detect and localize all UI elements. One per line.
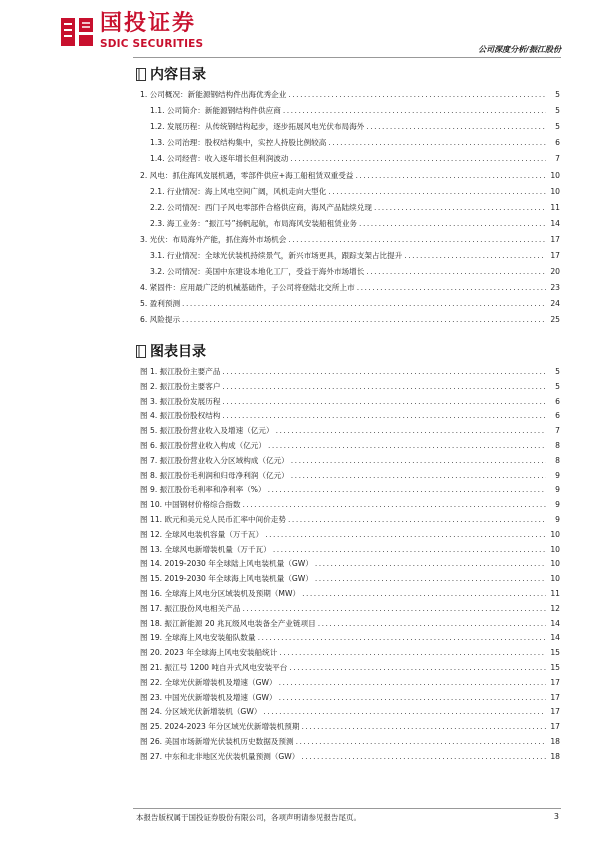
figure-item-leader-dots [265,528,546,541]
figure-item-leader-dots [302,587,546,600]
figure-item-entry [140,617,546,630]
toc-item-leader-dots [288,88,546,101]
toc-item-page-number: 10 [550,170,560,180]
figure-item-page-number: 14 [550,618,560,628]
toc-item-label: 2.3. 海工业务：“振江号”扬帆起航，布局海风安装船租赁业务 [150,218,358,228]
toc-item-label: 6. 风险提示 [140,315,181,325]
toc-item-label: 2. 风电：抓住海风发展机遇，零部件供应+海工船租赁双重受益 [140,170,354,180]
toc-item-row[interactable] [140,281,560,294]
figure-item-page-number: 5 [555,381,560,391]
figure-item-leader-dots [222,395,546,408]
figure-item-row[interactable] [140,454,560,467]
figure-item-label: 图 6. 振江股份营业收入构成（亿元） [140,441,266,450]
figure-item-entry [140,469,546,482]
toc-item-entry [150,249,546,262]
figure-item-page-number: 15 [550,663,560,672]
figure-item-entry [140,587,546,600]
toc-item-label: 1.1. 公司简介：新能源钢结构件供应商 [150,106,281,116]
figure-item-entry [140,720,546,733]
toc-item-entry [150,104,546,117]
toc-item-page-number: 5 [555,122,560,132]
toc-item-label: 1. 公司概况：新能源钢结构件出海优秀企业 [140,90,287,99]
figure-item-entry [140,705,546,718]
figure-item-leader-dots [222,380,546,393]
figure-item-label: 图 24. 分区域光伏新增装机（GW） [140,707,262,717]
figure-item-row[interactable] [140,543,560,556]
header-divider [133,57,561,58]
figure-item-page-number: 14 [550,633,560,643]
figure-item-entry [140,454,546,467]
figure-item-entry [140,483,546,496]
logo-chinese-name: 国投证券 [100,11,197,36]
toc-item-leader-dots [288,233,546,246]
page-number: 3 [553,812,559,821]
figure-item-label: 图 27. 中东和北非地区光伏装机量预测（GW） [140,751,300,761]
figure-item-leader-dots [258,631,546,644]
figure-item-page-number: 10 [550,529,560,539]
toc-item-leader-dots [355,169,546,182]
figure-item-label: 图 1. 振江股份主要产品 [140,367,221,376]
figure-item-row[interactable] [140,439,560,452]
toc-item-entry [150,217,546,230]
toc-item-row[interactable] [150,217,560,230]
toc-item-leader-dots [357,281,546,294]
figure-item-entry [140,424,546,437]
figures-title: 图表目录 [150,344,206,360]
figure-item-page-number: 6 [555,411,560,421]
toc-item-page-number: 10 [550,186,560,196]
toc-item-entry [150,201,546,214]
figure-item-row[interactable] [140,720,560,733]
figure-item-row[interactable] [140,424,560,437]
toc-item-entry [150,152,546,165]
figure-item-leader-dots [263,705,546,718]
figure-item-leader-dots [291,454,546,467]
figure-item-leader-dots [222,365,546,378]
toc-item-entry [140,281,546,294]
figure-item-label: 图 14. 2019-2030 年全球陆上风电装机量（GW） [140,559,313,569]
toc-item-row[interactable] [150,136,560,149]
toc-item-page-number: 20 [550,267,560,277]
figure-item-leader-dots [242,602,546,615]
sdic-logo-icon [58,14,96,50]
figure-item-leader-dots [301,720,546,733]
toc-item-page-number: 23 [550,283,560,293]
toc-item-leader-dots [366,120,546,133]
toc-item-leader-dots [182,313,546,326]
figure-item-page-number: 18 [550,737,560,746]
figure-item-page-number: 18 [550,751,560,761]
figure-item-entry [140,661,546,674]
figure-item-row[interactable] [140,676,560,689]
figure-item-page-number: 10 [550,544,560,554]
figure-item-label: 图 17. 振江股份风电相关产品 [140,603,241,613]
figure-item-leader-dots [242,498,546,511]
toc-item-label: 2.1. 行业情况：海上风电空间广阔，风机走向大型化 [150,186,327,196]
figure-item-page-number: 10 [550,574,560,584]
figure-item-entry [140,602,546,615]
figure-item-page-number: 17 [550,707,560,717]
figure-item-entry [140,543,546,556]
figures-heading-marker-icon [136,345,146,358]
figure-item-label: 图 8. 振江股份毛利润和归母净利润（亿元） [140,470,289,480]
figure-item-label: 图 12. 全球风电装机容量（万千瓦） [140,529,264,539]
figure-item-leader-dots [279,691,546,704]
figure-item-entry [140,557,546,570]
figure-item-leader-dots [301,750,546,763]
figure-item-page-number: 11 [550,589,560,598]
figure-item-page-number: 9 [555,470,560,480]
figure-item-row[interactable] [140,617,560,630]
toc-item-leader-dots [359,217,546,230]
figure-item-page-number: 10 [550,559,560,569]
toc-item-label: 1.4. 公司经营：收入逐年增长但利润波动 [150,154,289,164]
figure-item-label: 图 2. 振江股份主要客户 [140,381,221,391]
toc-item-page-number: 17 [550,251,560,260]
figure-item-leader-dots [268,439,546,452]
figure-item-page-number: 9 [555,500,560,510]
figure-item-leader-dots [318,617,546,630]
toc-item-row[interactable] [150,201,560,214]
figure-item-row[interactable] [140,409,560,422]
toc-item-page-number: 6 [555,138,560,148]
toc-heading-marker-icon [136,68,146,81]
toc-title: 内容目录 [150,67,206,83]
figure-item-entry [140,631,546,644]
toc-item-row[interactable] [140,169,560,182]
figure-item-label: 图 19. 全球海上风电安装船队数量 [140,633,256,643]
figure-item-row[interactable] [140,646,560,659]
toc-item-leader-dots [328,185,546,198]
toc-item-page-number: 7 [555,154,560,164]
figure-item-leader-dots [291,469,546,482]
toc-item-entry [150,265,546,278]
figure-item-entry [140,513,546,526]
figure-item-leader-dots [288,513,546,526]
figure-item-row[interactable] [140,395,560,408]
toc-item-row[interactable] [150,104,560,117]
toc-item-page-number: 17 [550,234,560,244]
figure-item-page-number: 5 [555,367,560,376]
toc-item-page-number: 25 [550,315,560,325]
figure-item-entry [140,380,546,393]
figure-item-label: 图 25. 2024-2023 年分区域光伏新增装机预期 [140,722,300,732]
toc-item-entry [140,169,546,182]
figure-item-label: 图 21. 振江号 1200 吨自升式风电安装平台 [140,663,288,672]
figure-item-label: 图 9. 振江股份毛利率和净利率（%） [140,485,266,495]
figure-item-entry [140,365,546,378]
figure-item-row[interactable] [140,705,560,718]
toc-item-row[interactable] [140,88,560,101]
toc-item-row[interactable] [140,233,560,246]
figure-item-row[interactable] [140,513,560,526]
figure-item-row[interactable] [140,661,560,674]
figure-item-row[interactable] [140,602,560,615]
toc-item-entry [150,120,546,133]
report-type: 公司深度分析/振江股份 [478,45,561,54]
figure-item-label: 图 3. 振江股份发展历程 [140,396,221,406]
figure-item-entry [140,735,546,748]
figure-item-leader-dots [289,661,546,674]
toc-item-leader-dots [404,249,546,262]
figure-item-leader-dots [222,409,546,422]
figure-item-page-number: 7 [555,426,560,436]
figure-item-label: 图 5. 振江股份营业收入及增速（亿元） [140,426,274,436]
figure-item-page-number: 8 [555,441,560,450]
toc-item-row[interactable] [140,313,560,326]
figure-item-row[interactable] [140,498,560,511]
toc-item-entry [140,233,546,246]
toc-item-entry [140,313,546,326]
figure-item-label: 图 15. 2019-2030 年全球海上风电装机量（GW） [140,574,313,584]
toc-item-label: 3. 光伏：布局海外产能，抓住海外市场机会 [140,234,287,244]
figure-item-entry [140,395,546,408]
figure-item-entry [140,572,546,585]
logo-english-name: SDIC SECURITIES [100,38,204,50]
figure-item-row[interactable] [140,528,560,541]
page-header [0,0,595,60]
figure-item-label: 图 4. 振江股份股权结构 [140,411,221,421]
figure-item-row[interactable] [140,380,560,393]
figure-item-entry [140,439,546,452]
figure-item-leader-dots [296,735,546,748]
figure-item-page-number: 17 [550,692,560,702]
figure-item-leader-dots [315,572,546,585]
figure-item-label: 图 23. 中国光伏新增装机及增速（GW） [140,692,277,702]
toc-item-label: 1.3. 公司治理：股权结构集中，实控人持股比例较高 [150,138,327,148]
toc-item-leader-dots [290,152,546,165]
figure-item-row[interactable] [140,483,560,496]
figure-item-entry [140,691,546,704]
toc-item-leader-dots [328,136,546,149]
figure-item-leader-dots [315,557,546,570]
figure-item-leader-dots [273,543,546,556]
figure-item-row[interactable] [140,365,560,378]
figure-item-page-number: 9 [555,515,560,524]
figure-item-entry [140,498,546,511]
figure-item-label: 图 13. 全球风电新增装机量（万千瓦） [140,544,271,554]
toc-item-row[interactable] [150,249,560,262]
toc-item-page-number: 14 [550,218,560,228]
figure-item-page-number: 17 [550,722,560,732]
toc-item-label: 4. 紧固件：应用最广泛的机械基础件，子公司将登陆北交所上市 [140,283,355,293]
footer-disclaimer: 本报告版权属于国投证券股份有限公司，各项声明请参见报告尾页。 [136,813,361,822]
figure-item-label: 图 18. 振江新能源 20 兆瓦级风电装备全产业链项目 [140,618,316,628]
figure-item-label: 图 16. 全球海上风电分区域装机及预期（MW） [140,589,301,598]
figure-item-row[interactable] [140,691,560,704]
toc-item-label: 3.2. 公司情况：美国中东建设本地化工厂，受益于海外市场增长 [150,267,365,277]
figure-item-row[interactable] [140,587,560,600]
toc-item-entry [150,185,546,198]
toc-item-entry [140,88,546,101]
figure-item-label: 图 11. 欧元和美元兑人民币汇率中间价走势 [140,515,286,524]
figure-item-leader-dots [268,483,546,496]
toc-item-row[interactable] [150,152,560,165]
figure-item-page-number: 17 [550,677,560,687]
figure-item-page-number: 8 [555,455,560,465]
figure-item-leader-dots [279,676,546,689]
figure-item-entry [140,646,546,659]
figure-item-leader-dots [279,646,546,659]
figure-item-row[interactable] [140,572,560,585]
toc-item-page-number: 5 [555,106,560,116]
figure-item-entry [140,750,546,763]
figure-item-page-number: 6 [555,396,560,406]
figure-item-label: 图 26. 美国市场新增光伏装机历史数据及预测 [140,737,294,746]
toc-item-leader-dots [366,265,546,278]
figure-item-row[interactable] [140,557,560,570]
figure-item-label: 图 10. 中国钢材价格综合指数 [140,500,241,510]
figure-item-leader-dots [276,424,546,437]
toc-item-row[interactable] [150,120,560,133]
figure-item-row[interactable] [140,735,560,748]
toc-item-entry [140,297,546,310]
toc-item-row[interactable] [150,185,560,198]
figure-item-label: 图 7. 振江股份营业收入分区域构成（亿元） [140,455,289,465]
toc-item-page-number: 24 [550,299,560,309]
toc-item-leader-dots [374,201,546,214]
figure-item-label: 图 22. 全球光伏新增装机及增速（GW） [140,677,277,687]
figure-item-entry [140,676,546,689]
figure-item-page-number: 15 [550,648,560,658]
toc-item-label: 2.2. 公司情况：西门子风电零部件合格供应商，海风产品陆续兑现 [150,202,372,212]
figure-item-row[interactable] [140,469,560,482]
toc-item-row[interactable] [150,265,560,278]
figure-item-row[interactable] [140,631,560,644]
toc-item-label: 1.2. 发展历程：从传统钢结构起步，逐步拓展风电光伏布局海外 [150,122,365,132]
toc-item-page-number: 11 [550,202,560,212]
toc-item-entry [150,136,546,149]
toc-item-page-number: 5 [555,90,560,99]
toc-item-label: 3.1. 行业情况：全球光伏装机持续景气，新兴市场更具，跟踪支架占比提升 [150,251,403,260]
figure-item-entry [140,409,546,422]
toc-item-leader-dots [283,104,546,117]
figure-item-page-number: 9 [555,485,560,495]
figure-item-label: 图 20. 2023 年全球海上风电安装船统计 [140,648,278,658]
footer-divider [133,808,561,809]
figure-item-row[interactable] [140,750,560,763]
figure-item-page-number: 12 [550,603,560,613]
figure-item-entry [140,528,546,541]
toc-item-leader-dots [182,297,546,310]
toc-item-row[interactable] [140,297,560,310]
toc-item-label: 5. 盈利预测 [140,299,181,309]
